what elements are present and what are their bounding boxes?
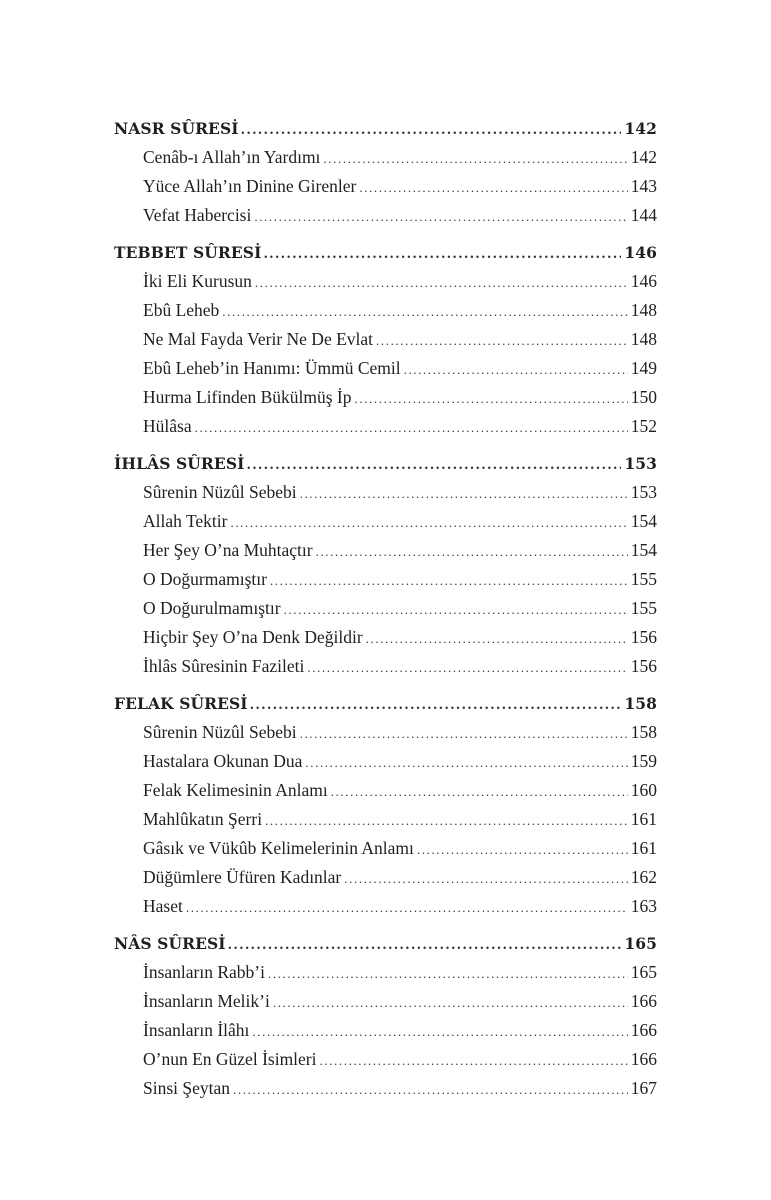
toc-entry[interactable] (114, 201, 657, 230)
entry-title: Ne Mal Fayda Verir Ne De Evlat (143, 329, 374, 349)
dot-leader (305, 748, 627, 777)
page-number: 162 (630, 867, 657, 887)
toc-entry[interactable] (114, 1074, 657, 1103)
entry-title: Hastalara Okunan Dua (143, 751, 303, 771)
dot-leader (316, 537, 628, 566)
dot-leader (195, 413, 628, 442)
toc-entry[interactable] (114, 623, 657, 652)
dot-leader (263, 240, 621, 269)
page-number: 161 (630, 809, 657, 829)
dot-leader (186, 893, 628, 922)
page-number: 160 (630, 780, 657, 800)
toc-entry[interactable] (114, 1016, 657, 1045)
page-number: 142 (624, 119, 657, 138)
entry-title: İnsanların Rabb’i (143, 962, 265, 982)
page-number: 165 (624, 934, 657, 953)
toc-entry[interactable] (114, 478, 657, 507)
page-number: 148 (630, 300, 657, 320)
toc-section-ihlas (114, 449, 657, 681)
page-number: 158 (630, 722, 657, 742)
toc-entry[interactable] (114, 354, 657, 383)
entry-title: İki Eli Kurusun (143, 271, 252, 291)
dot-leader (250, 691, 622, 720)
toc-entry[interactable] (114, 1045, 657, 1074)
toc-entry[interactable] (114, 143, 657, 172)
toc-entry[interactable] (114, 267, 657, 296)
page-number: 166 (630, 1020, 657, 1040)
toc-entry[interactable] (114, 507, 657, 536)
page-number: 155 (630, 598, 657, 618)
toc-entry[interactable] (114, 987, 657, 1016)
dot-leader (241, 116, 622, 145)
dot-leader (230, 508, 627, 537)
entry-title: Hurma Lifinden Bükülmüş İp (143, 387, 352, 407)
toc-section-heading[interactable] (114, 689, 657, 718)
entry-title: Ebû Leheb’in Hanımı: Ümmü Cemil (143, 358, 401, 378)
toc-entry[interactable] (114, 718, 657, 747)
dot-leader (355, 384, 628, 413)
entry-title: Vefat Habercisi (143, 205, 252, 225)
dot-leader (268, 959, 628, 988)
dot-leader (254, 202, 627, 231)
entry-title: İnsanların İlâhı (143, 1020, 250, 1040)
dot-leader (300, 719, 628, 748)
toc-section-felak (114, 689, 657, 921)
toc-section-heading[interactable] (114, 114, 657, 143)
toc-entry[interactable] (114, 172, 657, 201)
dot-leader (265, 806, 628, 835)
dot-leader (344, 864, 627, 893)
entry-title: Haset (143, 896, 183, 916)
dot-leader (307, 653, 627, 682)
page-number: 163 (630, 896, 657, 916)
entry-title: Cenâb-ı Allah’ın Yardımı (143, 147, 321, 167)
dot-leader (359, 173, 627, 202)
entry-title: İnsanların Melik’i (143, 991, 270, 1011)
entry-title: Allah Tektir (143, 511, 228, 531)
toc-entry[interactable] (114, 594, 657, 623)
dot-leader (404, 355, 628, 384)
entry-title: Felak Kelimesinin Anlamı (143, 780, 328, 800)
toc-entry[interactable] (114, 536, 657, 565)
page-number: 166 (630, 1049, 657, 1069)
entry-title: Gâsık ve Vükûb Kelimelerinin Anlamı (143, 838, 414, 858)
page-number: 146 (630, 271, 657, 291)
entry-title: Mahlûkatın Şerri (143, 809, 263, 829)
page-number: 158 (624, 694, 657, 713)
page-number: 149 (630, 358, 657, 378)
toc-section-heading[interactable] (114, 238, 657, 267)
page-number: 153 (624, 454, 657, 473)
page-number: 148 (630, 329, 657, 349)
toc-entry[interactable] (114, 412, 657, 441)
entry-title: Düğümlere Üfüren Kadınlar (143, 867, 342, 887)
section-title: NÂS SÛRESİ (114, 934, 226, 953)
entry-title: O’nun En Güzel İsimleri (143, 1049, 317, 1069)
page-number: 142 (630, 147, 657, 167)
dot-leader (417, 835, 628, 864)
page-number: 143 (630, 176, 657, 196)
toc-entry[interactable] (114, 565, 657, 594)
toc-entry[interactable] (114, 958, 657, 987)
entry-title: Hiçbir Şey O’na Denk Değildir (143, 627, 363, 647)
dot-leader (252, 1017, 627, 1046)
dot-leader (270, 566, 628, 595)
section-title: FELAK SÛRESİ (114, 694, 248, 713)
dot-leader (284, 595, 628, 624)
dot-leader (323, 144, 627, 173)
dot-leader (246, 451, 621, 480)
dot-leader (320, 1046, 628, 1075)
entry-title: Hülâsa (143, 416, 192, 436)
toc-entry[interactable] (114, 834, 657, 863)
toc-entry[interactable] (114, 652, 657, 681)
page-number: 150 (630, 387, 657, 407)
page-number: 154 (630, 540, 657, 560)
toc-section-nasr (114, 114, 657, 230)
entry-title: Yüce Allah’ın Dinine Girenler (143, 176, 357, 196)
toc-entry[interactable] (114, 747, 657, 776)
entry-title: O Doğurmamıştır (143, 569, 267, 589)
entry-title: Ebû Leheb (143, 300, 220, 320)
dot-leader (331, 777, 628, 806)
entry-title: Sinsi Şeytan (143, 1078, 231, 1098)
toc-entry[interactable] (114, 325, 657, 354)
dot-leader (273, 988, 628, 1017)
dot-leader (300, 479, 628, 508)
dot-leader (366, 624, 628, 653)
entry-title: Her Şey O’na Muhtaçtır (143, 540, 313, 560)
page-number: 153 (630, 482, 657, 502)
toc-entry[interactable] (114, 776, 657, 805)
page-number: 166 (630, 991, 657, 1011)
page-number: 165 (630, 962, 657, 982)
entry-title: Sûrenin Nüzûl Sebebi (143, 482, 297, 502)
dot-leader (233, 1075, 628, 1104)
toc-entry[interactable] (114, 805, 657, 834)
toc-entry[interactable] (114, 296, 657, 325)
page-number: 159 (630, 751, 657, 771)
toc-section-heading[interactable] (114, 929, 657, 958)
toc-section-nas (114, 929, 657, 1103)
dot-leader (376, 326, 628, 355)
section-title: TEBBET SÛRESİ (114, 243, 262, 262)
page-number: 167 (630, 1078, 657, 1098)
page-number: 156 (630, 656, 657, 676)
entry-title: Sûrenin Nüzûl Sebebi (143, 722, 297, 742)
page-number: 144 (630, 205, 657, 225)
dot-leader (255, 268, 628, 297)
toc-entry[interactable] (114, 863, 657, 892)
page-number: 146 (624, 243, 657, 262)
dot-leader (228, 931, 622, 960)
page-number: 156 (630, 627, 657, 647)
entry-title: İhlâs Sûresinin Fazileti (143, 656, 305, 676)
page-number: 152 (630, 416, 657, 436)
toc-section-heading[interactable] (114, 449, 657, 478)
table-of-contents (114, 114, 657, 1111)
section-title: İHLÂS SÛRESİ (114, 454, 245, 473)
toc-entry[interactable] (114, 892, 657, 921)
page-number: 155 (630, 569, 657, 589)
page-number: 161 (630, 838, 657, 858)
entry-title: O Doğurulmamıştır (143, 598, 281, 618)
toc-entry[interactable] (114, 383, 657, 412)
page-number: 154 (630, 511, 657, 531)
toc-section-tebbet (114, 238, 657, 441)
dot-leader (222, 297, 627, 326)
section-title: NASR SÛRESİ (114, 119, 239, 138)
